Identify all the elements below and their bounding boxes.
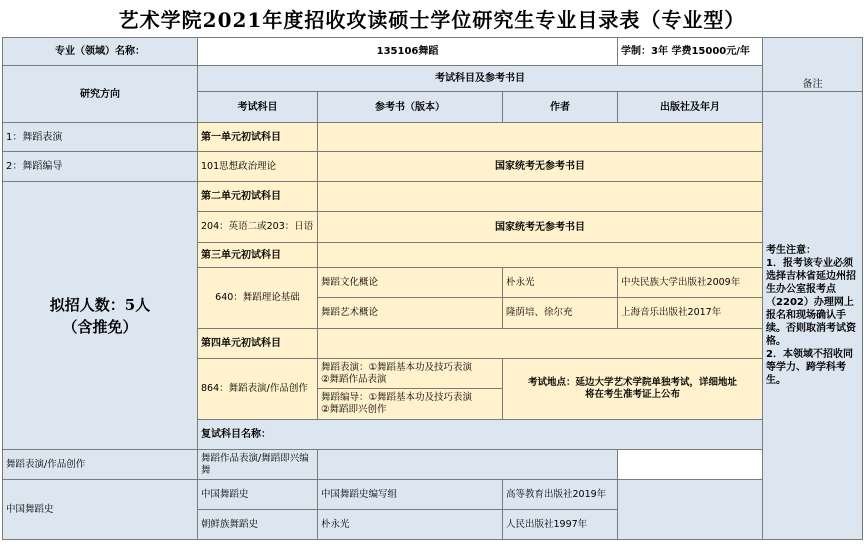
note-2: 2．本领域不招收同等学力、跨学科考生。 xyxy=(766,349,853,386)
unit-3-publisher-1: 中央民族大学出版社2009年 xyxy=(618,268,763,298)
unit-4-subject: 864：舞蹈表演/作品创作 xyxy=(198,359,318,420)
retest-book-2: 朝鲜族舞蹈史 xyxy=(198,510,318,540)
unit-4-choreography-line-2: ②舞蹈即兴创作 xyxy=(321,404,387,415)
unit-3-book-2: 舞蹈艺术概论 xyxy=(318,298,503,329)
col-book: 参考书（版本） xyxy=(318,92,503,123)
unit-2-book: 国家统考无参考书目 xyxy=(318,212,763,243)
unit-4-performance-line-1: 舞蹈表演：①舞蹈基本功及技巧表演 xyxy=(321,361,473,373)
retest-publisher-1: 高等教育出版社2019年 xyxy=(503,480,618,510)
retest-author-2: 朴永光 xyxy=(318,510,503,540)
unit-3-author-2: 隆荫培、徐尔充 xyxy=(503,298,618,329)
exam-ref-label: 考试科目及参考书目 xyxy=(198,66,763,92)
retest-book-1: 中国舞蹈史 xyxy=(198,480,318,510)
notes-cell xyxy=(763,92,863,540)
major-label: 专业（领域）名称： xyxy=(3,38,198,66)
remarks-label: 备注 xyxy=(763,38,863,92)
unit-1-title: 第一单元初试科目 xyxy=(198,123,318,152)
retest-publisher-2: 人民出版社1997年 xyxy=(503,510,618,540)
retest-row-1-blank xyxy=(318,450,618,480)
unit-1-blank xyxy=(318,123,763,152)
major-value: 135106舞蹈 xyxy=(198,38,618,66)
direction-label: 研究方向 xyxy=(3,66,198,123)
unit-4-title: 第四单元初试科目 xyxy=(198,329,318,359)
unit-3-blank xyxy=(318,243,763,268)
retest-subject-2: 中国舞蹈史 xyxy=(3,480,198,540)
retest-author-1: 中国舞蹈史编写组 xyxy=(318,480,503,510)
unit-4-choreography-line-1: 舞蹈编导：①舞蹈基本功及技巧表演 xyxy=(321,392,473,403)
duration-fee: 学制：3年 学费15000元/年 xyxy=(618,38,763,66)
col-author: 作者 xyxy=(503,92,618,123)
unit-2-title: 第二单元初试科目 xyxy=(198,182,318,212)
unit-1-subject: 101思想政治理论 xyxy=(198,152,318,182)
quota-cell xyxy=(3,182,198,450)
exam-place-line-2: 将在考生准考证上公布 xyxy=(585,389,681,400)
retest-content-1: 舞蹈作品表演/舞蹈即兴编舞 xyxy=(198,450,318,480)
direction-1: 1：舞蹈表演 xyxy=(3,123,198,152)
note-1: 1．报考该专业必须选择吉林省延边州招生办公室报考点（2202）办理网上报名和现场确认手续。否则取消考试资格。 xyxy=(766,258,857,347)
retest-subject-1: 舞蹈表演/作品创作 xyxy=(3,450,198,480)
unit-3-publisher-2: 上海音乐出版社2017年 xyxy=(618,298,763,329)
exam-place-line-1: 考试地点：延边大学艺术学院单独考试，详细地址 xyxy=(528,377,738,388)
unit-2-blank xyxy=(318,182,763,212)
unit-3-book-1: 舞蹈文化概论 xyxy=(318,268,503,298)
exam-place xyxy=(503,359,763,420)
col-publisher: 出版社及年月 xyxy=(618,92,763,123)
catalog-table xyxy=(2,37,863,540)
direction-2: 2：舞蹈编导 xyxy=(3,152,198,182)
col-subject: 考试科目 xyxy=(198,92,318,123)
unit-4-choreography xyxy=(318,389,503,420)
unit-1-book: 国家统考无参考书目 xyxy=(318,152,763,182)
note-heading: 考生注意： xyxy=(766,245,817,256)
unit-3-author-1: 朴永光 xyxy=(503,268,618,298)
page-title: 艺术学院2021年度招收攻读硕士学位研究生专业目录表（专业型） xyxy=(118,7,746,32)
unit-4-performance xyxy=(318,359,503,389)
retest-remarks-blank xyxy=(618,480,763,540)
unit-4-performance-line-2: ②舞蹈作品表演 xyxy=(321,373,387,385)
retest-label: 复试科目名称： xyxy=(198,420,763,450)
unit-2-subject: 204：英语二或203：日语 xyxy=(198,212,318,243)
unit-4-blank xyxy=(318,329,763,359)
quota-line-1: 拟招人数：5人 xyxy=(49,295,151,314)
unit-3-title: 第三单元初试科目 xyxy=(198,243,318,268)
quota-line-2: （含推免） xyxy=(62,317,138,336)
unit-3-subject: 640：舞蹈理论基础 xyxy=(198,268,318,329)
